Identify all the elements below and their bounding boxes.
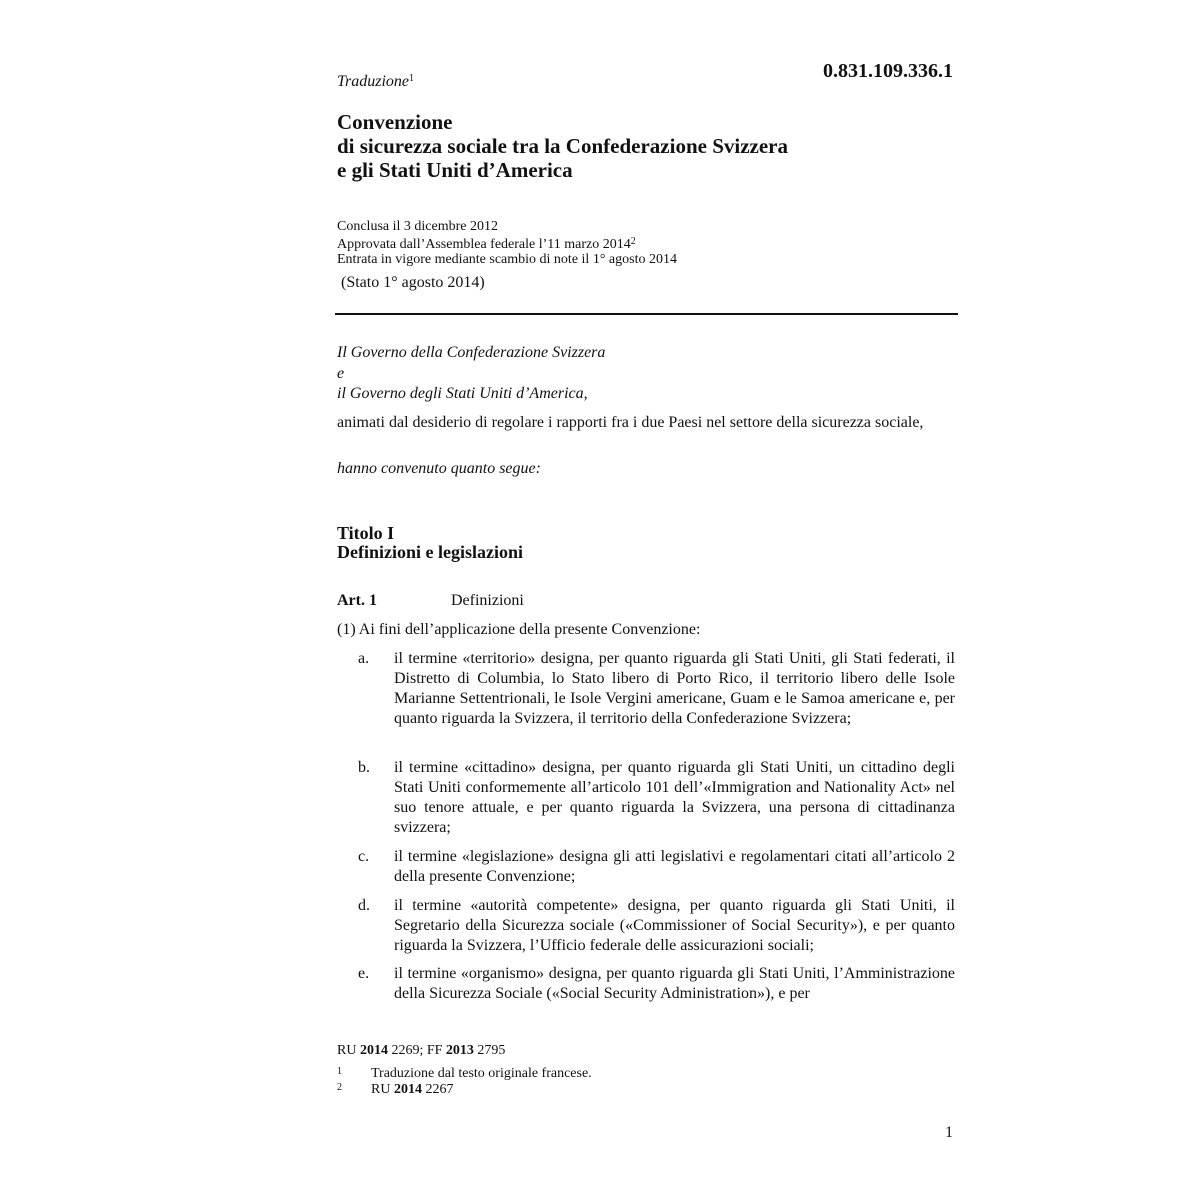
footnote-number: 2 [337, 1082, 342, 1093]
footnote-number: 1 [337, 1066, 342, 1077]
definition-item [358, 758, 955, 838]
preamble-government-1: Il Governo della Confederazione Svizzera [337, 344, 606, 361]
ru-label: RU [337, 1043, 357, 1058]
document-title [337, 110, 788, 182]
publication-reference [337, 1043, 505, 1059]
footnote-ref-1[interactable]: 1 [409, 73, 415, 84]
section-label: Titolo I [337, 523, 395, 543]
footnote-ru-year: 2014 [393, 1082, 422, 1097]
ff-page: 2795 [477, 1043, 506, 1058]
title-line-1: Convenzione [337, 110, 453, 134]
item-text: il termine «autorità competente» designa, per quanto riguarda gli Stati Uniti, il Segretario della Sicurezza sociale («Commissioner of Social Security»), e per quanto riguarda la Svizzera, l’Ufficio federale delle assicurazioni sociali; [394, 897, 955, 954]
translation-label-text: Traduzione [337, 73, 410, 90]
section-name: Definizioni e legislazioni [337, 542, 523, 562]
footnote-ref-2[interactable]: 2 [630, 236, 636, 247]
ff-year: 2013 [445, 1043, 474, 1058]
ff-label: FF [426, 1043, 443, 1058]
preamble-agreement: hanno convenuto quanto segue: [337, 460, 541, 477]
concluded-date: Conclusa il 3 dicembre 2012 [337, 219, 498, 234]
article-heading [337, 592, 524, 610]
preamble-conjunction: e [337, 365, 345, 382]
item-letter: c. [358, 848, 370, 865]
status-date: (Stato 1° agosto 2014) [341, 274, 485, 291]
item-text: il termine «legislazione» designa gli atti legislativi e regolamentari citati all’articolo 2 della presente Convenzione; [394, 848, 955, 885]
footnote-ru-page: 2267 [425, 1082, 454, 1097]
footnote-2 [337, 1080, 453, 1098]
footnote-ru-label: RU [371, 1082, 391, 1097]
article-number: Art. 1 [337, 592, 377, 609]
title-line-2: di sicurezza sociale tra la Confederazione Svizzera [337, 134, 788, 158]
approval-date [337, 234, 677, 252]
sr-number: 0.831.109.336.1 [823, 60, 953, 82]
article-paragraph-1: (1) Ai fini dell’applicazione della presente Convenzione: [337, 621, 701, 638]
definition-item [358, 649, 955, 729]
item-letter: a. [358, 650, 370, 667]
item-text: il termine «organismo» designa, per quanto riguarda gli Stati Uniti, l’Amministrazione della Sicurezza Sociale («Social Security Administration»), e per [394, 965, 955, 1002]
item-text: il termine «cittadino» designa, per quanto riguarda gli Stati Uniti, un cittadino degli Stati Uniti conformemente all’articolo 101 dell’«Immigration and Nationality Act» nel suo tenore attuale, e per quanto riguarda la Svizzera, una persona di cittadinanza svizzera; [394, 759, 955, 836]
preamble-desire: animati dal desiderio di regolare i rapporti fra i due Paesi nel settore della sicurezza sociale, [337, 414, 924, 431]
document-metadata [337, 219, 677, 267]
footnote-text: Traduzione dal testo originale francese. [371, 1066, 592, 1081]
item-letter: b. [358, 759, 370, 776]
article-title: Definizioni [451, 592, 524, 609]
translation-label [337, 73, 414, 91]
item-letter: d. [358, 897, 370, 914]
preamble-government-2: il Governo degli Stati Uniti d’America, [337, 385, 588, 402]
ru-page: 2269; [391, 1043, 424, 1058]
definition-item [358, 896, 955, 956]
header-divider [335, 313, 958, 315]
entry-into-force: Entrata in vigore mediante scambio di note il 1° agosto 2014 [337, 252, 677, 267]
definition-item [358, 964, 955, 1004]
page-number: 1 [945, 1124, 953, 1141]
section-heading [337, 524, 523, 562]
ru-year: 2014 [359, 1043, 388, 1058]
approval-date-text: Approvata dall’Assemblea federale l’11 marzo 2014 [337, 237, 631, 252]
title-line-3: e gli Stati Uniti d’America [337, 158, 573, 182]
item-letter: e. [358, 965, 370, 982]
definition-item [358, 847, 955, 887]
item-text: il termine «territorio» designa, per quanto riguarda gli Stati Uniti, gli Stati federati, il Distretto di Columbia, lo Stato libero di Porto Rico, il territorio libero delle Isole Marianne Settentrionali, le Isole Vergini americane, Guam e le Samoa americane e, per quanto riguarda la Svizzera, il territorio della Confederazione Svizzera; [394, 650, 955, 727]
